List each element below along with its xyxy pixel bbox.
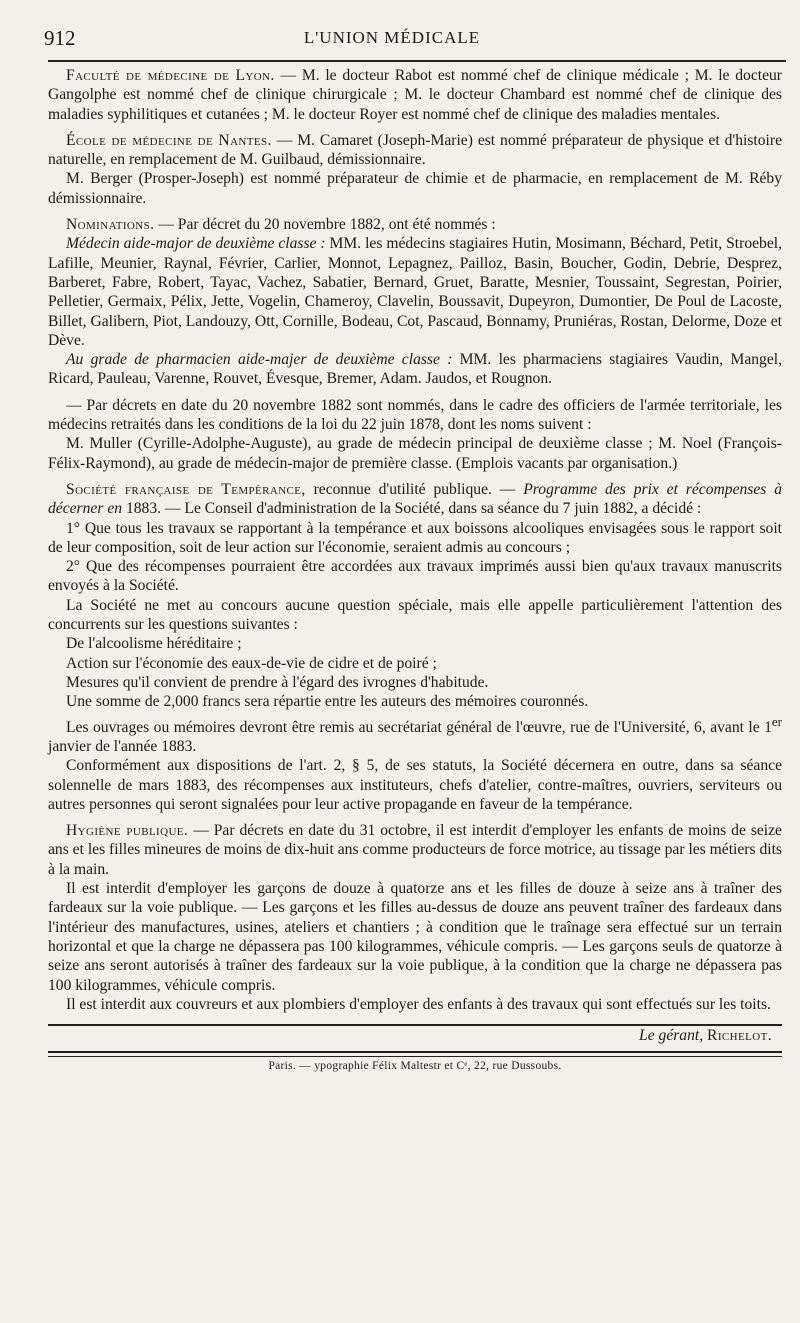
prize-paragraph: Une somme de 2,000 francs sera répartie entre les auteurs des mémoires couronnés.: [66, 693, 589, 711]
hygiene-heading: Hygiène publique.: [66, 822, 189, 840]
nantes-text: — M. Camaret (Joseph-Marie) est nommé préparateur de physique et d'histoire naturelle, en remplacement de M. Guilbaud, démissionnaire.: [48, 131, 782, 169]
medecin-paragraph: [48, 234, 782, 350]
footer-rule: [48, 1051, 782, 1053]
nantes-paragraph-2: M. Berger (Prosper-Joseph) est nommé préparateur de chimie et de pharmacie, en remplacement de M. Réby démissionnaire.: [48, 170, 782, 207]
temperance-questions-intro: La Société ne met au concours aucune question spéciale, mais elle appelle particulièrement l'attention des concurrents sur les questions suivantes :: [48, 596, 782, 634]
temperance-text-2: 1883. — Le Conseil d'administration de la Société, dans sa séance du 7 juin 1882, a décidé :: [125, 500, 702, 518]
medecin-label: Médecin aide-major de deuxième classe :: [66, 235, 326, 253]
deadline-superscript: er: [771, 713, 782, 729]
journal-title: L'UNION MÉDICALE: [303, 28, 481, 47]
deadline-text-end: janvier de l'année 1883.: [48, 737, 197, 755]
signature-label: Le gérant,: [639, 1027, 704, 1045]
temperance-item-1: 1° Que tous les travaux se rapportant à la tempérance et aux boissons alcooliques envisagées sous le rapport soit de leur composition, soit de leur action sur l'économie, seraient admis au concours ;: [48, 519, 782, 556]
lyon-heading: Faculté de médecine de Lyon.: [66, 67, 275, 84]
medecin-text: MM. les médecins stagiaires Hutin, Mosimann, Béchard, Petit, Stroebel, Lafille, Meunier, Raynal, Février, Carlier, Monnot, Lepagnez, Pailloz, Basin, Boucher, Godin, Debrie, Desprez, Barberet, Fabre, Robert, Tayac, Vachez, Sabatier, Bernard, Gruet, Baratte, Mesnier, Toussaint, Segrestan, Poirier, Pelletier, Germaix, Pélix, Jette, Vogelin, Chameroy, Clavelin, Boussavit, Dupeyron, Dumontier, De Poul de Lacoste, Billet, Galibern, Piot, Landouzy, Ott, Cornille, Bodeau, Cot, Pascaud, Bonnamy, Pruniéras, Rostan, Delorme, Doze et Dève.: [48, 235, 782, 349]
header-rule: [48, 60, 786, 62]
article-body: [48, 66, 782, 1077]
pharmacien-label: Au grade de pharmacien aide-majer de deuxième classe :: [66, 351, 453, 369]
temperance-text-1: reconnue d'utilité publique. —: [313, 480, 516, 498]
temperance-item-2: 2° Que des récompenses pourraient être accordées aux travaux imprimés aussi bien qu'aux travaux manuscrits envoyés à la Société.: [48, 558, 782, 595]
temperance-heading: Société française de Tempérance,: [66, 480, 306, 498]
question-item: Action sur l'économie des eaux-de-vie de cidre et de poiré ;: [66, 654, 437, 672]
pharmacien-text: MM. les pharmaciens stagiaires Vaudin, Mangel, Ricard, Pauleau, Varenne, Rouvet, Évesque, Bremer, Adam. Jaudos, et Rougnon.: [48, 351, 782, 388]
muller-paragraph: M. Muller (Cyrille-Adolphe-Auguste), au grade de médecin principal de deuxième classe ; M. Noel (François-Félix-Raymond), au grade de médecin-major de première classe. (Emplois vacants par organisation.): [48, 435, 782, 472]
signature: [48, 1026, 782, 1045]
running-header: [44, 26, 740, 52]
deadline-text: Les ouvrages ou mémoires devront être remis au secrétariat général de l'œuvre, rue de l'Université, 6, avant le 1: [66, 718, 772, 736]
page-number: 912: [44, 26, 76, 50]
signature-name: Richelot.: [707, 1027, 772, 1045]
question-item: De l'alcoolisme héréditaire ;: [66, 635, 242, 653]
nantes-paragraph: [48, 131, 782, 170]
pharmacien-paragraph: [48, 350, 782, 389]
question-item: Mesures qu'il convient de prendre à l'égard des ivrognes d'habitude.: [66, 673, 489, 691]
hygiene-paragraph: [48, 821, 782, 879]
hygiene-paragraph-3: Il est interdit aux couvreurs et aux plombiers d'employer des enfants à des travaux qui sont effectués sur les toits.: [66, 995, 771, 1013]
hygiene-paragraph-2: Il est interdit d'employer les garçons de douze à quatorze ans et les filles de douze à seize ans à traîner des fardeaux sur la voie publique. — Les garçons et les filles au-dessus de douze ans peuvent traîner des fardeaux dans l'intérieur des manufactures, usines, ateliers et chantiers ; à condition que le traînage sera effectué sur un terrain horizontal et que la charge ne dépassera pas 100 kilogrammes, véhicule compris. — Les garçons seuls de quatorze à seize ans seront autorisés à traîner des fardeaux sur la voie publique, à la condition que la charge ne dépassera pas 100 kilogrammes, véhicule compris.: [48, 880, 782, 994]
hygiene-text: — Par décrets en date du 31 octobre, il est interdit d'employer les enfants de moins de seize ans et les filles mineures de moins de dix-huit ans comme producteurs de force motrice, au tissage par les métiers dits à la main.: [48, 822, 782, 878]
deadline-paragraph: [48, 712, 782, 757]
nominations-heading: Nominations.: [66, 216, 155, 234]
nantes-heading: École de médecine de Nantes.: [66, 131, 272, 149]
conformement-paragraph: Conformément aux dispositions de l'art. 2, § 5, de ses statuts, la Société décernera en outre, dans sa séance solennelle de mars 1883, des récompenses aux instituteurs, chefs d'atelier, contre-maîtres, ouvriers, serviteurs ou autres personnes qui seront signalées pour leur active propagande en faveur de la tempérance.: [48, 757, 782, 813]
temperance-paragraph: [48, 480, 782, 519]
lyon-text: — M. le docteur Rabot est nommé chef de clinique médicale ; M. le docteur Gangolphe est nommé chef de clinique chirurgicale ; M. le docteur Chambard est nommé chef de clinique des maladies syphilitiques et cutanées ; M. le docteur Royer est nommé chef de clinique des maladies mentales.: [48, 67, 782, 123]
temperance-programme-label: Programme des prix et récompenses à décerner en: [48, 480, 782, 518]
nominations-text: — Par décret du 20 novembre 1882, ont été nommés :: [158, 216, 496, 234]
lyon-paragraph: [48, 66, 782, 124]
nominations-paragraph: [48, 215, 782, 234]
printer-imprint: Paris. — ypographie Félix Maltestr et Cᵉ, 22, rue Dussoubs.: [268, 1060, 562, 1073]
decret-paragraph: — Par décrets en date du 20 novembre 1882 sont nommés, dans le cadre des officiers de l'armée territoriale, les médecins retraités dans les conditions de la loi du 22 juin 1878, dont les noms suivent :: [48, 396, 782, 434]
